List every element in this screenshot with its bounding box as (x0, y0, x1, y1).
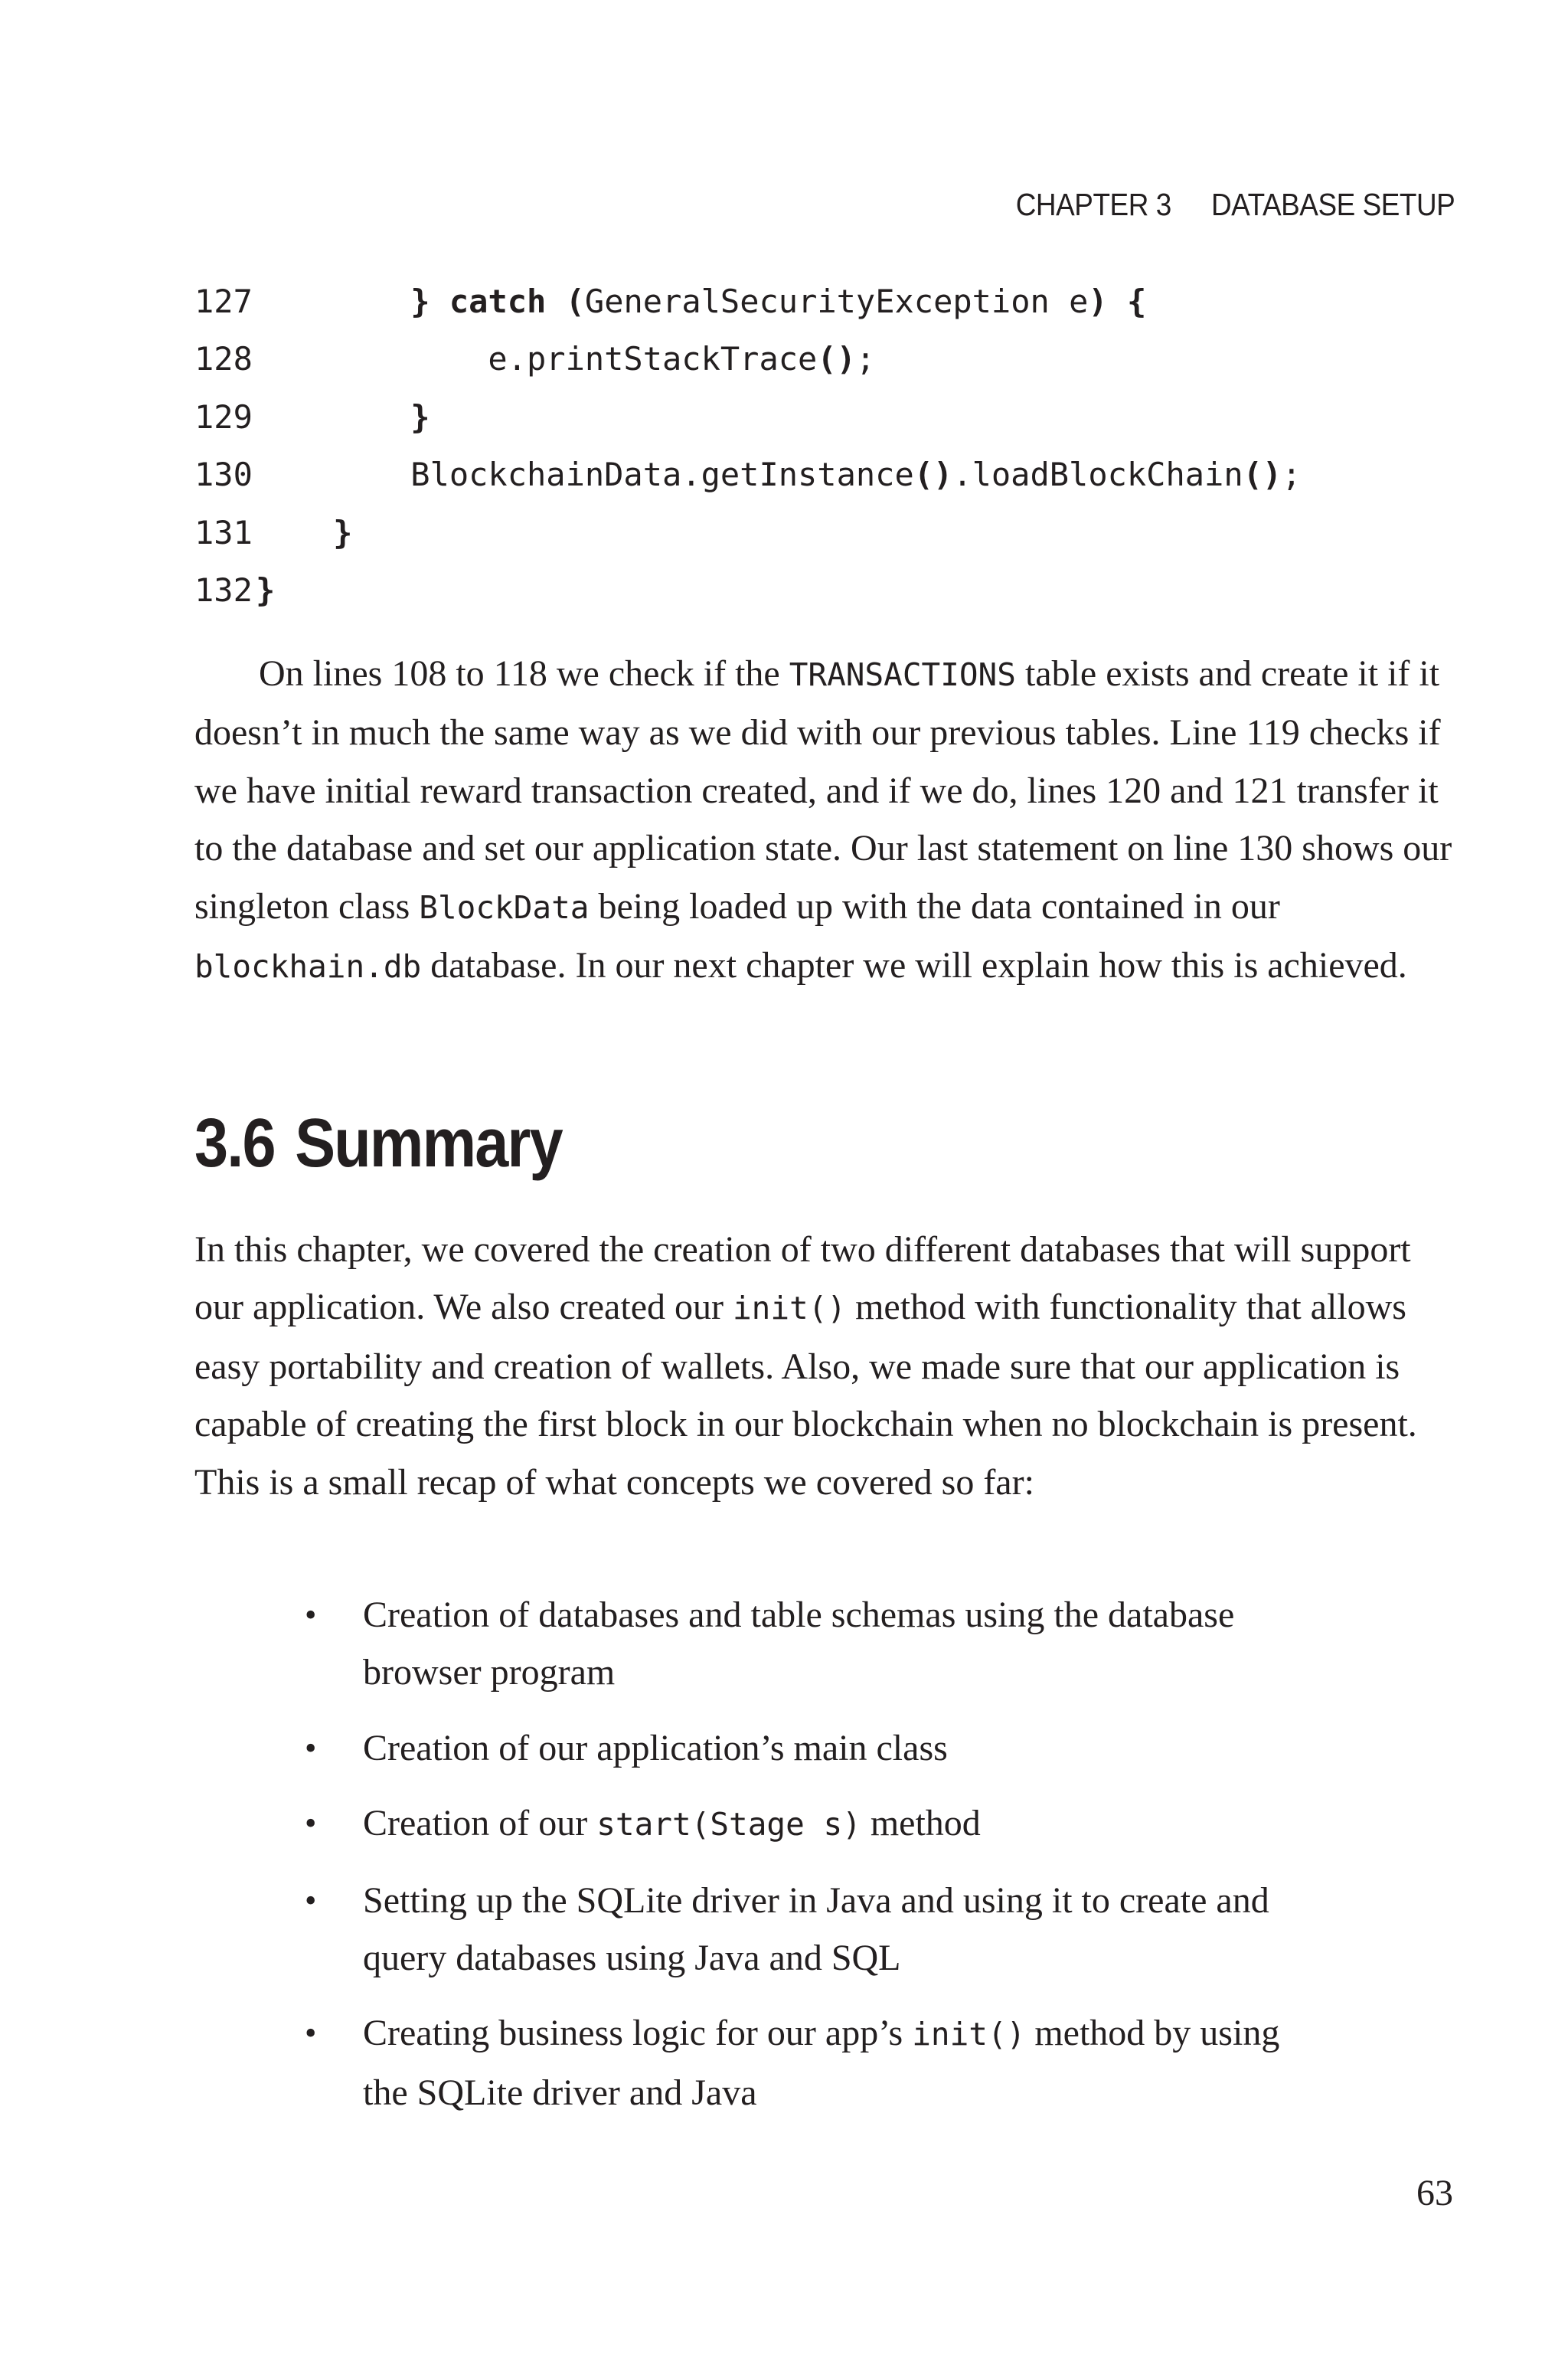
header-section: DATABASE SETUP (1210, 187, 1455, 222)
paragraph-explanation (194, 645, 1458, 996)
text-run: database. In our next chapter we will explain how this is achieved. (421, 945, 1407, 986)
code-token: ( (565, 283, 585, 320)
inline-code: init() (732, 1290, 847, 1327)
code-token (256, 283, 410, 320)
code-line (194, 388, 1301, 446)
text-run: In this chapter, we covered the creation of two different databases that will support our application. We also created our (194, 1229, 1411, 1328)
running-header (1015, 187, 1455, 223)
list-item (194, 2004, 1458, 2121)
list-item (194, 1586, 1458, 1702)
section-heading (194, 1104, 562, 1183)
code-token: BlockchainData.getInstance (256, 456, 914, 494)
text-run: method by using the SQLite driver and Java (363, 2013, 1280, 2113)
code-token (256, 514, 333, 551)
text-run: Creation of databases and table schemas using the database browser program (363, 1595, 1235, 1693)
code-token: .loadBlockChain (952, 456, 1243, 494)
paragraph-summary (194, 1221, 1458, 1511)
section-number: 3.6 (194, 1105, 275, 1182)
line-number: 127 (194, 283, 253, 320)
code-token: { (1126, 283, 1147, 320)
code-token: } (410, 397, 430, 436)
section-title: Summary (295, 1105, 562, 1182)
text-run: method (861, 1803, 981, 1844)
inline-code: start(Stage s) (596, 1806, 861, 1843)
bullet-icon: • (305, 1881, 317, 1919)
code-token: } (410, 283, 430, 320)
text-run: Creation of our (363, 1803, 597, 1844)
bullet-icon: • (305, 1596, 317, 1634)
text-run: Creating business logic for our app’s (363, 2013, 913, 2054)
inline-code: BlockData (419, 888, 590, 926)
code-token: () (1243, 456, 1282, 494)
inline-code: blockhain.db (194, 948, 422, 986)
bullet-icon: • (305, 1729, 317, 1767)
code-listing (194, 273, 1301, 619)
code-token: ; (855, 340, 876, 378)
code-token: } (256, 571, 276, 609)
text-run: method with functionality that allows easy portability and creation of wallets. Also, we made sure that our application is capable of creating the first block in our blockchain when no blockchain is present. This is a small recap of what concepts we covered so far: (194, 1287, 1417, 1503)
list-item (194, 1794, 1458, 1853)
code-line (194, 273, 1301, 330)
line-number: 128 (194, 340, 253, 378)
code-token (1108, 283, 1127, 320)
bullet-icon: • (305, 1804, 317, 1843)
code-token: e.printStackTrace (256, 340, 818, 378)
code-line (194, 561, 1301, 619)
inline-code: init() (912, 2016, 1026, 2053)
code-token: ) (1088, 283, 1108, 320)
code-token: } (333, 513, 353, 551)
line-number: 131 (194, 513, 253, 551)
bullet-icon: • (305, 2014, 317, 2053)
recap-list (194, 1586, 1458, 2139)
header-chapter: CHAPTER 3 (1015, 187, 1171, 222)
code-line (194, 330, 1301, 388)
line-number: 132 (194, 571, 253, 609)
code-line (194, 446, 1301, 503)
code-token: ; (1282, 456, 1302, 494)
code-line (194, 504, 1301, 561)
text-run: Creation of our application’s main class (363, 1727, 948, 1768)
code-token (256, 398, 410, 436)
text-run: Setting up the SQLite driver in Java and using it to create and query databases using Java and SQL (363, 1879, 1269, 1979)
list-item (194, 1719, 1458, 1777)
list-item (194, 1872, 1458, 1987)
line-number: 129 (194, 397, 253, 436)
page-number: 63 (1416, 2173, 1453, 2213)
line-number: 130 (194, 456, 253, 494)
code-token (546, 283, 565, 320)
code-token: () (913, 456, 953, 494)
code-token (430, 283, 449, 320)
code-token: () (817, 340, 856, 378)
code-token: GeneralSecurityException e (584, 283, 1089, 320)
code-token: catch (449, 283, 547, 320)
text-run: being loaded up with the data contained in our (589, 885, 1280, 927)
inline-code: TRANSACTIONS (789, 656, 1016, 693)
text-run: On lines 108 to 118 we check if the (259, 653, 789, 694)
text-run: table exists and create it if it doesn’t in much the same way as we did with our previous tables. Line 119 checks if we have initial reward transaction created, and if we do, lines 120 and 121 transfer it to the database and set our application state. Our last statement on line 130 shows our singleton class (194, 653, 1452, 927)
